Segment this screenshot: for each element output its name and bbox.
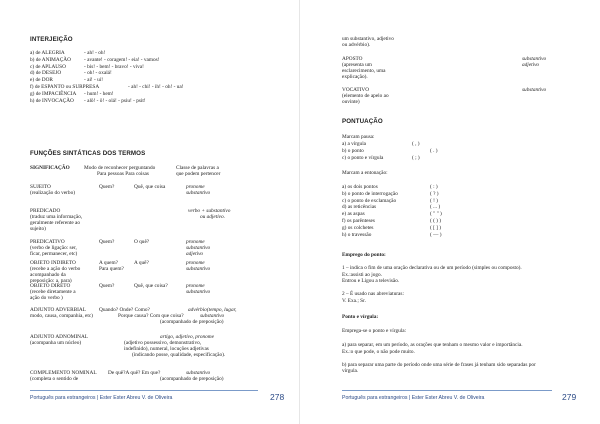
emprego-ponto-title: Emprego do ponto: (342, 252, 386, 258)
entonacao-item: b) o ponto de interrogação (342, 190, 398, 197)
funcao-desc: (realização do verbo) (30, 190, 75, 196)
interjeicao-examples: - alô! - ô! - olá! - psiu! - psit! (84, 97, 146, 104)
pausa-symbol: ( ; ) (412, 154, 420, 161)
left-footer-text: Português para estrangeiros | Ester Ester Abreu V. de Oliveira (30, 395, 173, 401)
entonacao-symbol: ( ? ) (430, 190, 439, 197)
adjunto-adverbial-desc: modo, causa, companhia, etc) (30, 313, 93, 319)
interjeicao-heading: INTERJEIÇÃO (30, 36, 73, 43)
left-footer (0, 390, 300, 412)
entonacao-symbol: ( ! ) (430, 197, 438, 204)
ponto-virgula-intro: Emprega-se o ponto e vírgula: (342, 328, 407, 334)
pausa-symbol: ( . ) (430, 147, 438, 154)
ponto-virgula-line: a) para separar, em um período, as orações que tenham o mesmo valor e importância. (342, 342, 523, 348)
vocativo-cls: substantivo (522, 87, 547, 93)
complemento-nominal-desc: (completa o sentido de (30, 376, 79, 382)
right-footer (300, 390, 600, 412)
right-page-number: 279 (562, 392, 577, 402)
interjeicao-label: c) de APLAUSO (30, 63, 66, 70)
adjunto-adnominal-l1: artigo, adjetivo, pronome (160, 334, 214, 340)
entonacao-symbol: ( " " ) (430, 211, 442, 218)
adjunto-adnominal-l4: (indicando posse, qualidade, especificação). (132, 352, 226, 358)
aposto-desc-1: (apresenta um (342, 62, 372, 68)
funcao-desc: acompanhado da (30, 272, 66, 278)
complemento-nominal-cls: substantivo (186, 370, 211, 376)
left-footer-rule (30, 390, 258, 391)
funcao-class: pronome (186, 260, 205, 266)
emprego-ponto-line: Entrou e Ligou a televisão. (342, 278, 400, 285)
complemento-nominal-q: De quê?A quê? Em que? (108, 370, 161, 376)
funcao-class: substantivo (186, 190, 211, 196)
emprego-ponto-line: 1 – indica o fim de uma oração declarativa ou de um período (simples ou composto). (342, 265, 522, 271)
funcao-class: pronome (186, 283, 205, 289)
cont-top-2: ou advérbio). (342, 42, 371, 48)
entonacao-symbol: ( ... ) (430, 204, 441, 211)
interjeicao-label: e) de DOR (30, 77, 53, 84)
funcao-name: SUJEITO (30, 184, 51, 190)
interjeicao-label: a) de ALEGRIA (30, 50, 65, 56)
adjunto-adverbial-cls3: (acompanhado de preposição) (160, 319, 224, 325)
emprego-ponto-line: Ex.:assisti ao jogo. (342, 271, 383, 278)
interjeicao-examples: - ah! - oh! (84, 50, 106, 56)
funcao-name: PREDICADO (30, 208, 61, 214)
funcao-question-thing: Quê, que coisa? (134, 283, 168, 289)
right-page (300, 0, 600, 424)
funcao-name: OBJETO DIRETO (30, 283, 71, 289)
adjunto-adnominal-name: ADJUNTO ADNOMINAL (30, 334, 89, 340)
funcao-class: substantivo (186, 245, 211, 251)
entonacao-symbol: ( ( ) ) (430, 218, 442, 224)
entonacao-item: f) os parênteses (342, 218, 375, 224)
col-significacao: SIGNIFICAÇÃO (30, 165, 70, 171)
entonacao-item: d) as reticências (342, 204, 377, 211)
funcao-question-person: Quem? (99, 184, 115, 190)
vocativo-desc-2: ouvinte) (342, 99, 360, 105)
funcao-class: substantivo (186, 289, 211, 295)
pausa-item: a) a vírgula (342, 141, 367, 147)
pausa-symbol: ( , ) (412, 141, 420, 147)
ponto-virgula-line: Ex.:o que pode, o não pode muito. (342, 348, 415, 355)
adjunto-adverbial-questions: Quando? Onde? Como? (99, 307, 150, 313)
interjeicao-label: d) de DESEJO (30, 70, 62, 77)
cont-top-1: um substantivo, adjetivo (342, 36, 394, 42)
funcao-desc: (verbo de ligação: ser, (30, 245, 77, 251)
adjunto-adnominal-l2: (adjetivo possessivo, demonstrativo, (124, 340, 202, 346)
funcao-desc: ação do verbo ) (30, 295, 63, 301)
funcao-question-thing: O quê? (134, 239, 150, 245)
adjunto-adverbial-name: ADJUNTO ADVERBIAL (30, 307, 86, 313)
vocativo-desc-1: (elemento de apelo ao (342, 93, 389, 99)
funcao-question-person: Quem? (99, 239, 115, 245)
funcao-desc: sujeito) (30, 226, 46, 232)
funcao-desc: ficar, permanecer, etc) (30, 251, 78, 257)
funcao-desc: geralmente referente ao (30, 220, 80, 226)
interjeicao-examples: - oh! - oxalá! (84, 70, 112, 77)
adjunto-adverbial-cls1: advérbio(tempo, lugar, (188, 307, 237, 313)
complemento-nominal-cls2: (acompanhado de preposição) (160, 376, 224, 382)
interjeicao-examples: - ah! - chi! - ih! - oh! - ua! (128, 84, 184, 90)
aposto-name: APOSTO (342, 56, 363, 62)
right-footer-rule (342, 390, 552, 391)
entonacao-item: c) o ponto de exclamação (342, 197, 397, 204)
interjeicao-label: g) de IMPACIÊNCIA (30, 90, 77, 97)
aposto-desc-3: explicação). (342, 74, 368, 80)
funcao-desc: (recebe a ação do verbo (30, 266, 81, 272)
entonacao-symbol: ( [ ] ) (430, 224, 442, 231)
aposto-cls-1: substantivo (522, 56, 547, 62)
ponto-virgula-title: Ponto e vírgula: (342, 314, 379, 320)
funcao-question-person-2: Para quem? (99, 266, 124, 272)
col-classe: Classe de palavras a (176, 165, 219, 171)
emprego-ponto-line: V. Exa.; Sr. (342, 298, 366, 304)
ponto-virgula-line: vírgula. (342, 368, 359, 375)
funcao-desc: preposição: a, para) (30, 278, 72, 284)
interjeicao-examples: - bis! - bem! - bravo! - viva! (84, 63, 144, 70)
funcao-class: verbo + substantivo (188, 208, 231, 214)
adjunto-adnominal-l3: indefinido), numeral, locuções adjetivas (124, 346, 209, 352)
interjeicao-examples: - hum! - hem! (84, 90, 114, 97)
funcoes-heading: FUNÇÕES SINTÁTICAS DOS TERMOS (30, 150, 146, 157)
funcao-name: PREDICATIVO (30, 239, 65, 245)
funcao-desc: (recebe diretamente a (30, 289, 76, 295)
interjeicao-examples: - ai! - ui! (84, 77, 103, 84)
ponto-virgula-line: b) para separar uma parte do período onde uma série de frases já tenham sido separadas por (342, 361, 536, 368)
interjeicao-examples: - avante! - coragem! - eia! - vamos! (84, 56, 160, 63)
entonacao-item: a) os dois pontos (342, 184, 378, 190)
funcao-name: OBJETO INDIRETO (30, 260, 76, 266)
pausa-title: Marcam pausa: (342, 134, 375, 140)
interjeicao-label: b) de ANIMAÇÃO (30, 56, 71, 63)
entonacao-item: e) as aspas (342, 211, 365, 218)
vocativo-name: VOCATIVO (342, 87, 370, 93)
funcao-class: pronome (186, 239, 205, 245)
interjeicao-label: h) de INVOCAÇÃO (30, 97, 74, 104)
col-modo: Modo de reconhecer perguntando (84, 165, 156, 171)
funcao-question-thing: Quê, que coisa (134, 184, 166, 190)
adjunto-adverbial-cls2: substantivo (200, 313, 225, 319)
pausa-item: b) o ponto (342, 147, 364, 154)
emprego-ponto-line: 2 – É usado nas abreviaturas: (342, 291, 404, 298)
entonacao-symbol: ( : ) (430, 184, 438, 190)
pausa-item: c) o ponto e vírgula (342, 154, 384, 161)
pontuacao-heading: PONTUAÇÃO (342, 118, 383, 125)
adjunto-adverbial-questions-2: Porque causa? Com que coisa? (118, 313, 184, 319)
funcao-question-thing: A quê? (134, 260, 149, 266)
right-footer-text: Português para estrangeiros | Ester Ester Abreu V. de Oliveira (342, 395, 485, 401)
funcao-desc: (traduz uma informação, (30, 214, 83, 220)
entonacao-symbol: ( — ) (430, 231, 442, 238)
funcao-question-person: Quem? (99, 283, 115, 289)
complemento-nominal-name: COMPLEMENTO NOMINAL (30, 370, 97, 376)
col-modo-sub: Para pessoas Para coisas (97, 171, 149, 177)
interjeicao-label: f) de ESPANTO ou SURPRESA (30, 84, 100, 90)
funcao-class: adjetivo (186, 251, 204, 257)
col-classe-sub: que podem pertencer (176, 171, 221, 177)
funcao-class: substantivo (186, 266, 211, 272)
adjunto-adnominal-desc: (acompanha um núcleo) (30, 340, 82, 346)
entonacao-title: Marcam a entonação: (342, 170, 388, 176)
funcao-class: ou adjetivo. (200, 214, 226, 220)
entonacao-item: g) os colchetes (342, 224, 374, 231)
entonacao-item: h) o travessão (342, 231, 372, 238)
funcao-question-person: A quem? (99, 260, 118, 266)
aposto-cls-2: adjetivo (522, 62, 540, 68)
left-page-number: 278 (270, 392, 285, 402)
aposto-desc-2: esclarecimento, uma (342, 68, 386, 74)
funcao-class: pronome (186, 184, 205, 190)
